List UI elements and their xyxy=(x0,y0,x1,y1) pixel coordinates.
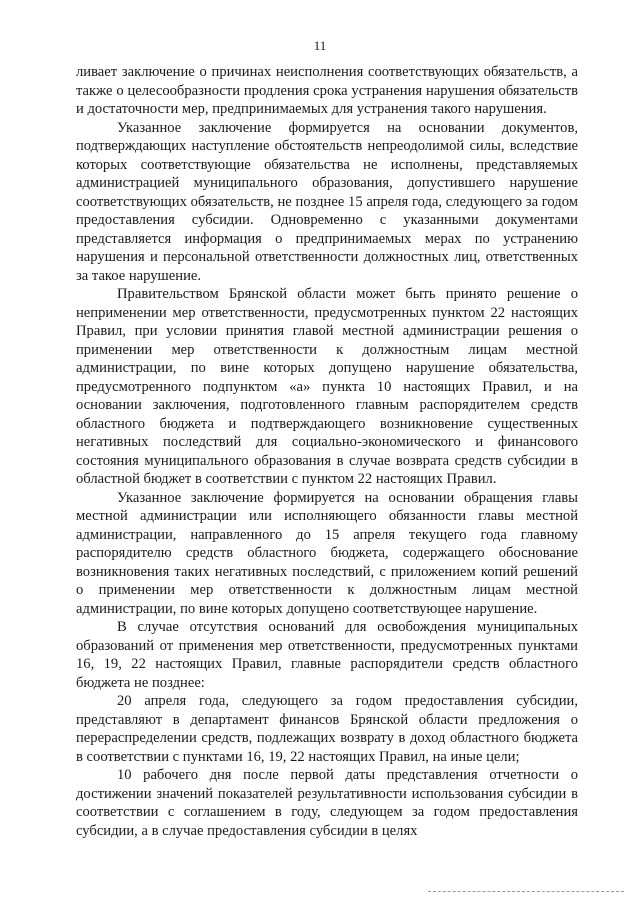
paragraph: В случае отсутствия оснований для освобождения муниципальных образований от применения мер ответственности, предусмотренных пунктами 16, 19, 22 настоящих Правил, главные распорядители средств областного бюджета не позднее: xyxy=(76,619,578,691)
footer-rule xyxy=(428,891,624,892)
paragraph: 10 рабочего дня после первой даты представления отчетности о достижении значений показателей результативности использования субсидии в соответствии с соглашением в году, следующем за годом предоставления субсидии, а в случае предоставления субсидии в целях xyxy=(76,767,578,839)
paragraph: 20 апреля года, следующего за годом предоставления субсидии, представляют в департамент финансов Брянской области предложения о перераспределении средств, подлежащих возврату в доход областного бюджета в соответствии с пунктами 16, 19, 22 настоящих Правил, на иные цели; xyxy=(76,693,578,765)
paragraph: Указанное заключение формируется на основании обращения главы местной администрации или исполняющего обязанности главы местной администрации, направленного до 15 апреля текущего года главному распорядителю средств областного бюджета, содержащего обоснование возникновения таких негативных последствий, с приложением копий решений о применении мер ответственности к должностным лицам местной администрации, по вине которых допущено соответствующее нарушение. xyxy=(76,489,578,617)
paragraph: Указанное заключение формируется на основании документов, подтверждающих наступление обстоятельств непреодолимой силы, вследствие которых соответствующие обязательства не исполнены, представляемых администрацией муниципального образования, допустившего нарушение соответствующих обязательств, не позднее 15 апреля года, следующего за годом предоставления субсидии. Одновременно с указанными документами представляется информация о предпринимаемых мерах по устранению нарушения и персональной ответственности должностных лиц, ответственных за такое нарушение. xyxy=(76,119,578,284)
paragraph: Правительством Брянской области может быть принято решение о неприменении мер ответственности, предусмотренных пунктом 22 настоящих Правил, при условии принятия главой местной администрации решения о применении мер ответственности к должностным лицам местной администрации, по вине которых допущено нарушение обязательства, предусмотренного подпунктом «а» пункта 10 настоящих Правил, и на основании заключения, подготовленного главным распорядителем средств областного бюджета и подтверждающего возникновение существенных негативных последствий для социально-экономического и финансового состояния муниципального образования в случае возврата средств субсидии в областной бюджет в соответствии с пунктом 22 настоящих Правил. xyxy=(76,286,578,487)
document-body xyxy=(76,63,578,840)
page-number: 11 xyxy=(313,38,327,53)
paragraph: ливает заключение о причинах неисполнения соответствующих обязательств, а также о целесообразности продления срока устранения нарушения обязательств и достаточности мер, предпринимаемых для устранения такого нарушения. xyxy=(76,64,578,117)
